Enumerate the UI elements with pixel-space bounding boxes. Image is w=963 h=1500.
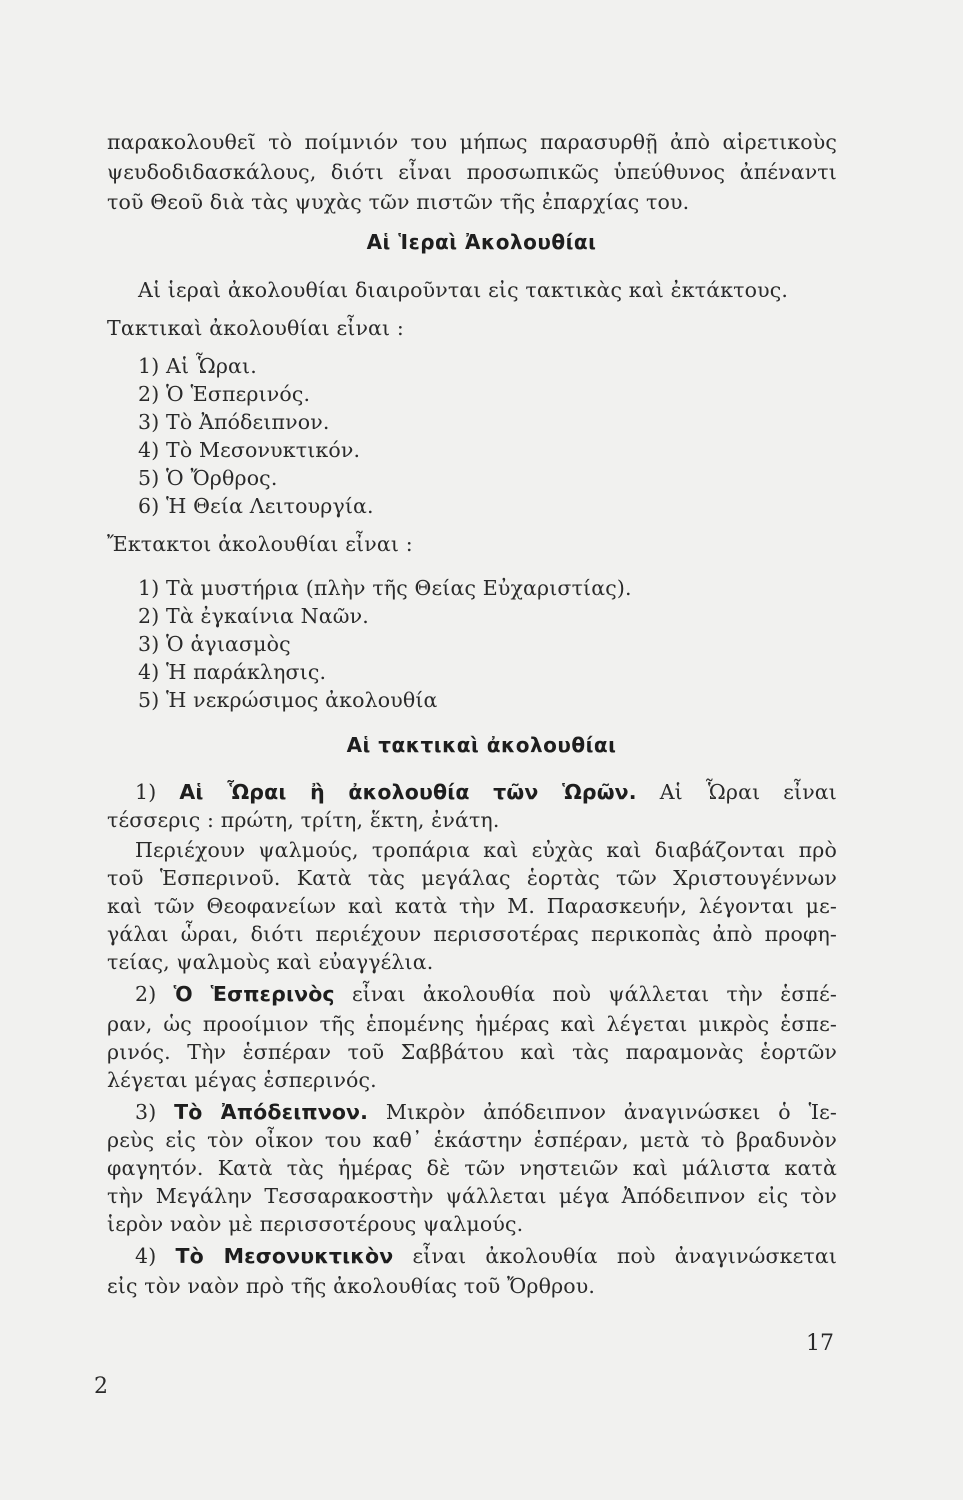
extra-item-2: 2) Τὰ ἐγκαίνια Ναῶν. [138, 604, 369, 628]
p3-first-rest: Μικρὸν ἀπόδειπνον ἀναγινώσκει ὁ Ἱε- [385, 1100, 837, 1124]
p3-line-3: φαγητόν. Κατὰ τὰς ἡμέρας δὲ τῶν νηστειῶν καὶ μάλιστα κατὰ [107, 1156, 837, 1180]
p1-line-7: τείας, ψαλμοὺς καὶ εὐαγγέλια. [107, 950, 434, 974]
p2-first-line [107, 980, 837, 1008]
p1-number: 1) [135, 780, 157, 804]
intro-line-1: παρακολουθεῖ τὸ ποίμνιόν του μήπως παρασυρθῇ ἀπὸ αἱρετικοὺς [107, 130, 837, 154]
p3-line-5: ἱερὸν ναὸν μὲ περισσοτέρους ψαλμούς. [107, 1212, 524, 1236]
p4-line-2: εἰς τὸν ναὸν πρὸ τῆς ἀκολουθίας τοῦ Ὄρθρου. [107, 1274, 596, 1298]
extra-item-3: 3) Ὁ ἁγιασμὸς [138, 632, 291, 656]
regular-item-5: 5) Ὁ Ὄρθρος. [138, 466, 278, 490]
regular-intro: Τακτικαὶ ἀκολουθίαι εἶναι : [107, 316, 404, 340]
intro-line-2: ψευδοδιδασκάλους, διότι εἶναι προσωπικῶς ὑπεύθυνος ἀπέναντι [107, 160, 837, 184]
extra-item-1: 1) Τὰ μυστήρια (πλὴν τῆς Θείας Εὐχαριστίας). [138, 576, 632, 600]
p3-first-line [107, 1098, 837, 1126]
p2-title: Ὁ Ἑσπερινὸς [173, 982, 335, 1006]
p3-title: Τὸ Ἀπόδειπνον. [174, 1100, 369, 1124]
p4-number: 4) [135, 1244, 157, 1268]
extra-item-5: 5) Ἡ νεκρώσιμος ἀκολουθία [138, 688, 438, 712]
p3-line-2: ρεὺς εἰς τὸν οἶκον του καθ᾿ ἑκάστην ἑσπέραν, μετὰ τὸ βραδυνὸν [107, 1128, 837, 1152]
page-number: 17 [806, 1331, 834, 1356]
p1-first-rest: Αἱ Ὧραι εἶναι [659, 780, 837, 804]
p1-line-3: Περιέχουν ψαλμούς, τροπάρια καὶ εὐχὰς καὶ διαβάζονται πρὸ [135, 838, 837, 862]
p4-first-rest: εἶναι ἀκολουθία ποὺ ἀναγινώσκεται [412, 1244, 838, 1268]
intro-line-3: τοῦ Θεοῦ διὰ τὰς ψυχὰς τῶν πιστῶν τῆς ἐπαρχίας του. [107, 190, 690, 214]
p2-line-4: λέγεται μέγας ἑσπερινός. [107, 1068, 377, 1092]
p1-line-4: τοῦ Ἑσπερινοῦ. Κατὰ τὰς μεγάλας ἑορτὰς τῶν Χριστουγέννων [107, 866, 837, 890]
heading-sacred-services: Αἱ Ἱεραὶ Ἀκολουθίαι [366, 230, 597, 254]
p2-line-2: ραν, ὡς προοίμιον τῆς ἑπομένης ἡμέρας καὶ λέγεται μικρὸς ἑσπε- [107, 1012, 837, 1036]
regular-item-1: 1) Αἱ Ὧραι. [138, 354, 257, 378]
p1-line-6: γάλαι ὧραι, διότι περιέχουν περισσοτέρας περικοπὰς ἀπὸ προφη- [107, 922, 837, 946]
p1-line-5: καὶ τῶν Θεοφανείων καὶ κατὰ τὴν Μ. Παρασκευήν, λέγονται με- [107, 894, 837, 918]
p3-line-4: τὴν Μεγάλην Τεσσαρακοστὴν ψάλλεται μέγα Ἀπόδειπνον εἰς τὸν [107, 1184, 837, 1208]
regular-item-3: 3) Τὸ Ἀπόδειπνον. [138, 410, 330, 434]
p1-line-2: τέσσερις : πρώτη, τρίτη, ἕκτη, ἐνάτη. [107, 808, 500, 832]
heading-regular-services: Αἱ τακτικαὶ ἀκολουθίαι [346, 733, 617, 757]
p4-title: Τὸ Μεσονυκτικὸν [175, 1244, 394, 1268]
p2-number: 2) [135, 982, 157, 1006]
extra-item-4: 4) Ἡ παράκλησις. [138, 660, 327, 684]
p2-line-3: ρινός. Τὴν ἑσπέραν τοῦ Σαββάτου καὶ τὰς παραμονὰς ἑορτῶν [107, 1040, 837, 1064]
regular-item-4: 4) Τὸ Μεσονυκτικόν. [138, 438, 361, 462]
p3-number: 3) [135, 1100, 157, 1124]
p4-first-line [107, 1242, 837, 1270]
p1-first-line [107, 778, 837, 806]
p1-title: Αἱ Ὧραι ἢ ἀκολουθία τῶν Ὡρῶν. [179, 780, 637, 804]
division-sentence: Αἱ ἱεραὶ ἀκολουθίαι διαιροῦνται εἰς τακτικὰς καὶ ἐκτάκτους. [138, 278, 789, 302]
extra-intro: Ἔκτακτοι ἀκολουθίαι εἶναι : [107, 532, 413, 556]
signature-mark: 2 [94, 1374, 108, 1399]
regular-item-2: 2) Ὁ Ἑσπερινός. [138, 382, 311, 406]
regular-item-6: 6) Ἡ Θεία Λειτουργία. [138, 494, 374, 518]
p2-first-rest: εἶναι ἀκολουθία ποὺ ψάλλεται τὴν ἑσπέ- [351, 982, 838, 1006]
